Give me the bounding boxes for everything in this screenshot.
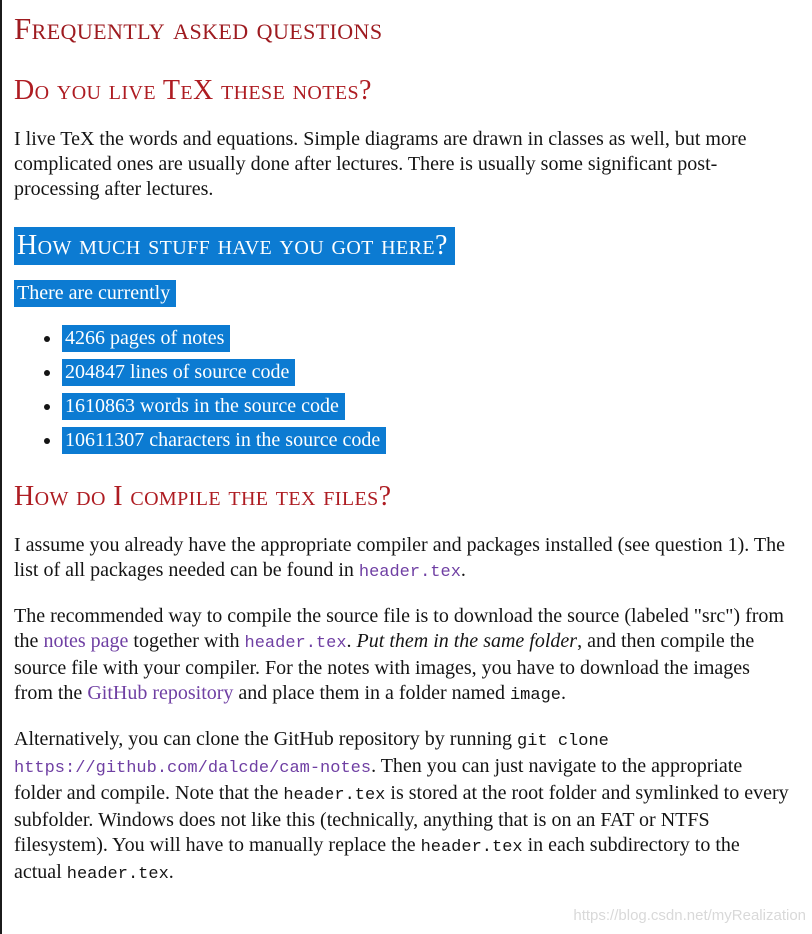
heading-stats <box>14 229 792 263</box>
inline-code-image: image <box>509 685 561 705</box>
text-run: Alternatively, you can clone the GitHub repository by running <box>14 727 518 750</box>
text-run: . <box>346 629 357 652</box>
page-title: Frequently asked questions <box>14 11 383 46</box>
selected-item-text: 4266 pages of notes <box>62 325 230 352</box>
selected-intro-text: There are currently <box>14 280 176 307</box>
list-item <box>62 326 792 351</box>
header-tex-link[interactable]: header.tex <box>358 562 461 582</box>
stats-intro <box>14 281 792 306</box>
heading-live-tex: Do you live TeX these notes? <box>14 75 372 107</box>
inline-code-git-clone: git clone <box>517 731 609 751</box>
text-run: in each subdirectory to the actual <box>14 833 740 883</box>
paragraph-compile-3 <box>14 727 792 887</box>
text-run: is stored at the root folder and symlinked to every subfolder. Windows does not like this (technically, anything that is on an FAT or NTFS filesystem). You will have to manually replace the <box>14 781 789 856</box>
header-tex-link[interactable]: header.tex <box>244 633 347 653</box>
paragraph-live-tex: I live TeX the words and equations. Simple diagrams are drawn in classes as well, but more complicated ones are usually done after lectures. There is usually some significant post-processing after lectures. <box>14 127 747 200</box>
text-run: . <box>168 860 174 883</box>
inline-code-header-tex: header.tex <box>66 864 169 884</box>
selected-item-text: 204847 lines of source code <box>62 359 295 386</box>
text-run: . <box>460 558 466 581</box>
selected-heading-text: How much stuff have you got here? <box>14 227 455 265</box>
inline-code-header-tex: header.tex <box>283 785 386 805</box>
list-item <box>62 428 792 453</box>
list-item <box>62 360 792 385</box>
github-repository-link[interactable]: GitHub repository <box>87 681 234 704</box>
text-run: . Then you can just navigate to the appropriate folder and compile. Note that the <box>14 754 743 804</box>
stats-list <box>14 326 792 453</box>
list-item <box>62 394 792 419</box>
paragraph-compile-1 <box>14 533 792 585</box>
text-run: . <box>560 681 566 704</box>
repo-url-link[interactable]: https://github.com/dalcde/cam-notes <box>14 758 372 778</box>
text-run: The recommended way to compile the source file is to download the source (labeled "src") from the <box>14 604 784 652</box>
text-run: , and then compile the source file with your compiler. For the notes with images, you have to download the images from the <box>14 629 755 704</box>
selected-item-text: 1610863 words in the source code <box>62 393 345 420</box>
heading-compile: How do I compile the tex files? <box>14 481 392 513</box>
paragraph-compile-2 <box>14 604 792 708</box>
inline-code-header-tex: header.tex <box>420 837 523 857</box>
text-run: and place them in a folder named <box>233 681 510 704</box>
emphasis-text: Put them in the same folder <box>356 629 578 652</box>
csdn-watermark: https://blog.csdn.net/myRealization <box>573 906 806 924</box>
selected-item-text: 10611307 characters in the source code <box>62 427 386 454</box>
text-run: together with <box>128 629 245 652</box>
text-run: I assume you already have the appropriate compiler and packages installed (see question 1). The list of all packages needed can be found in <box>14 533 786 581</box>
notes-page-link[interactable]: notes page <box>43 629 129 652</box>
